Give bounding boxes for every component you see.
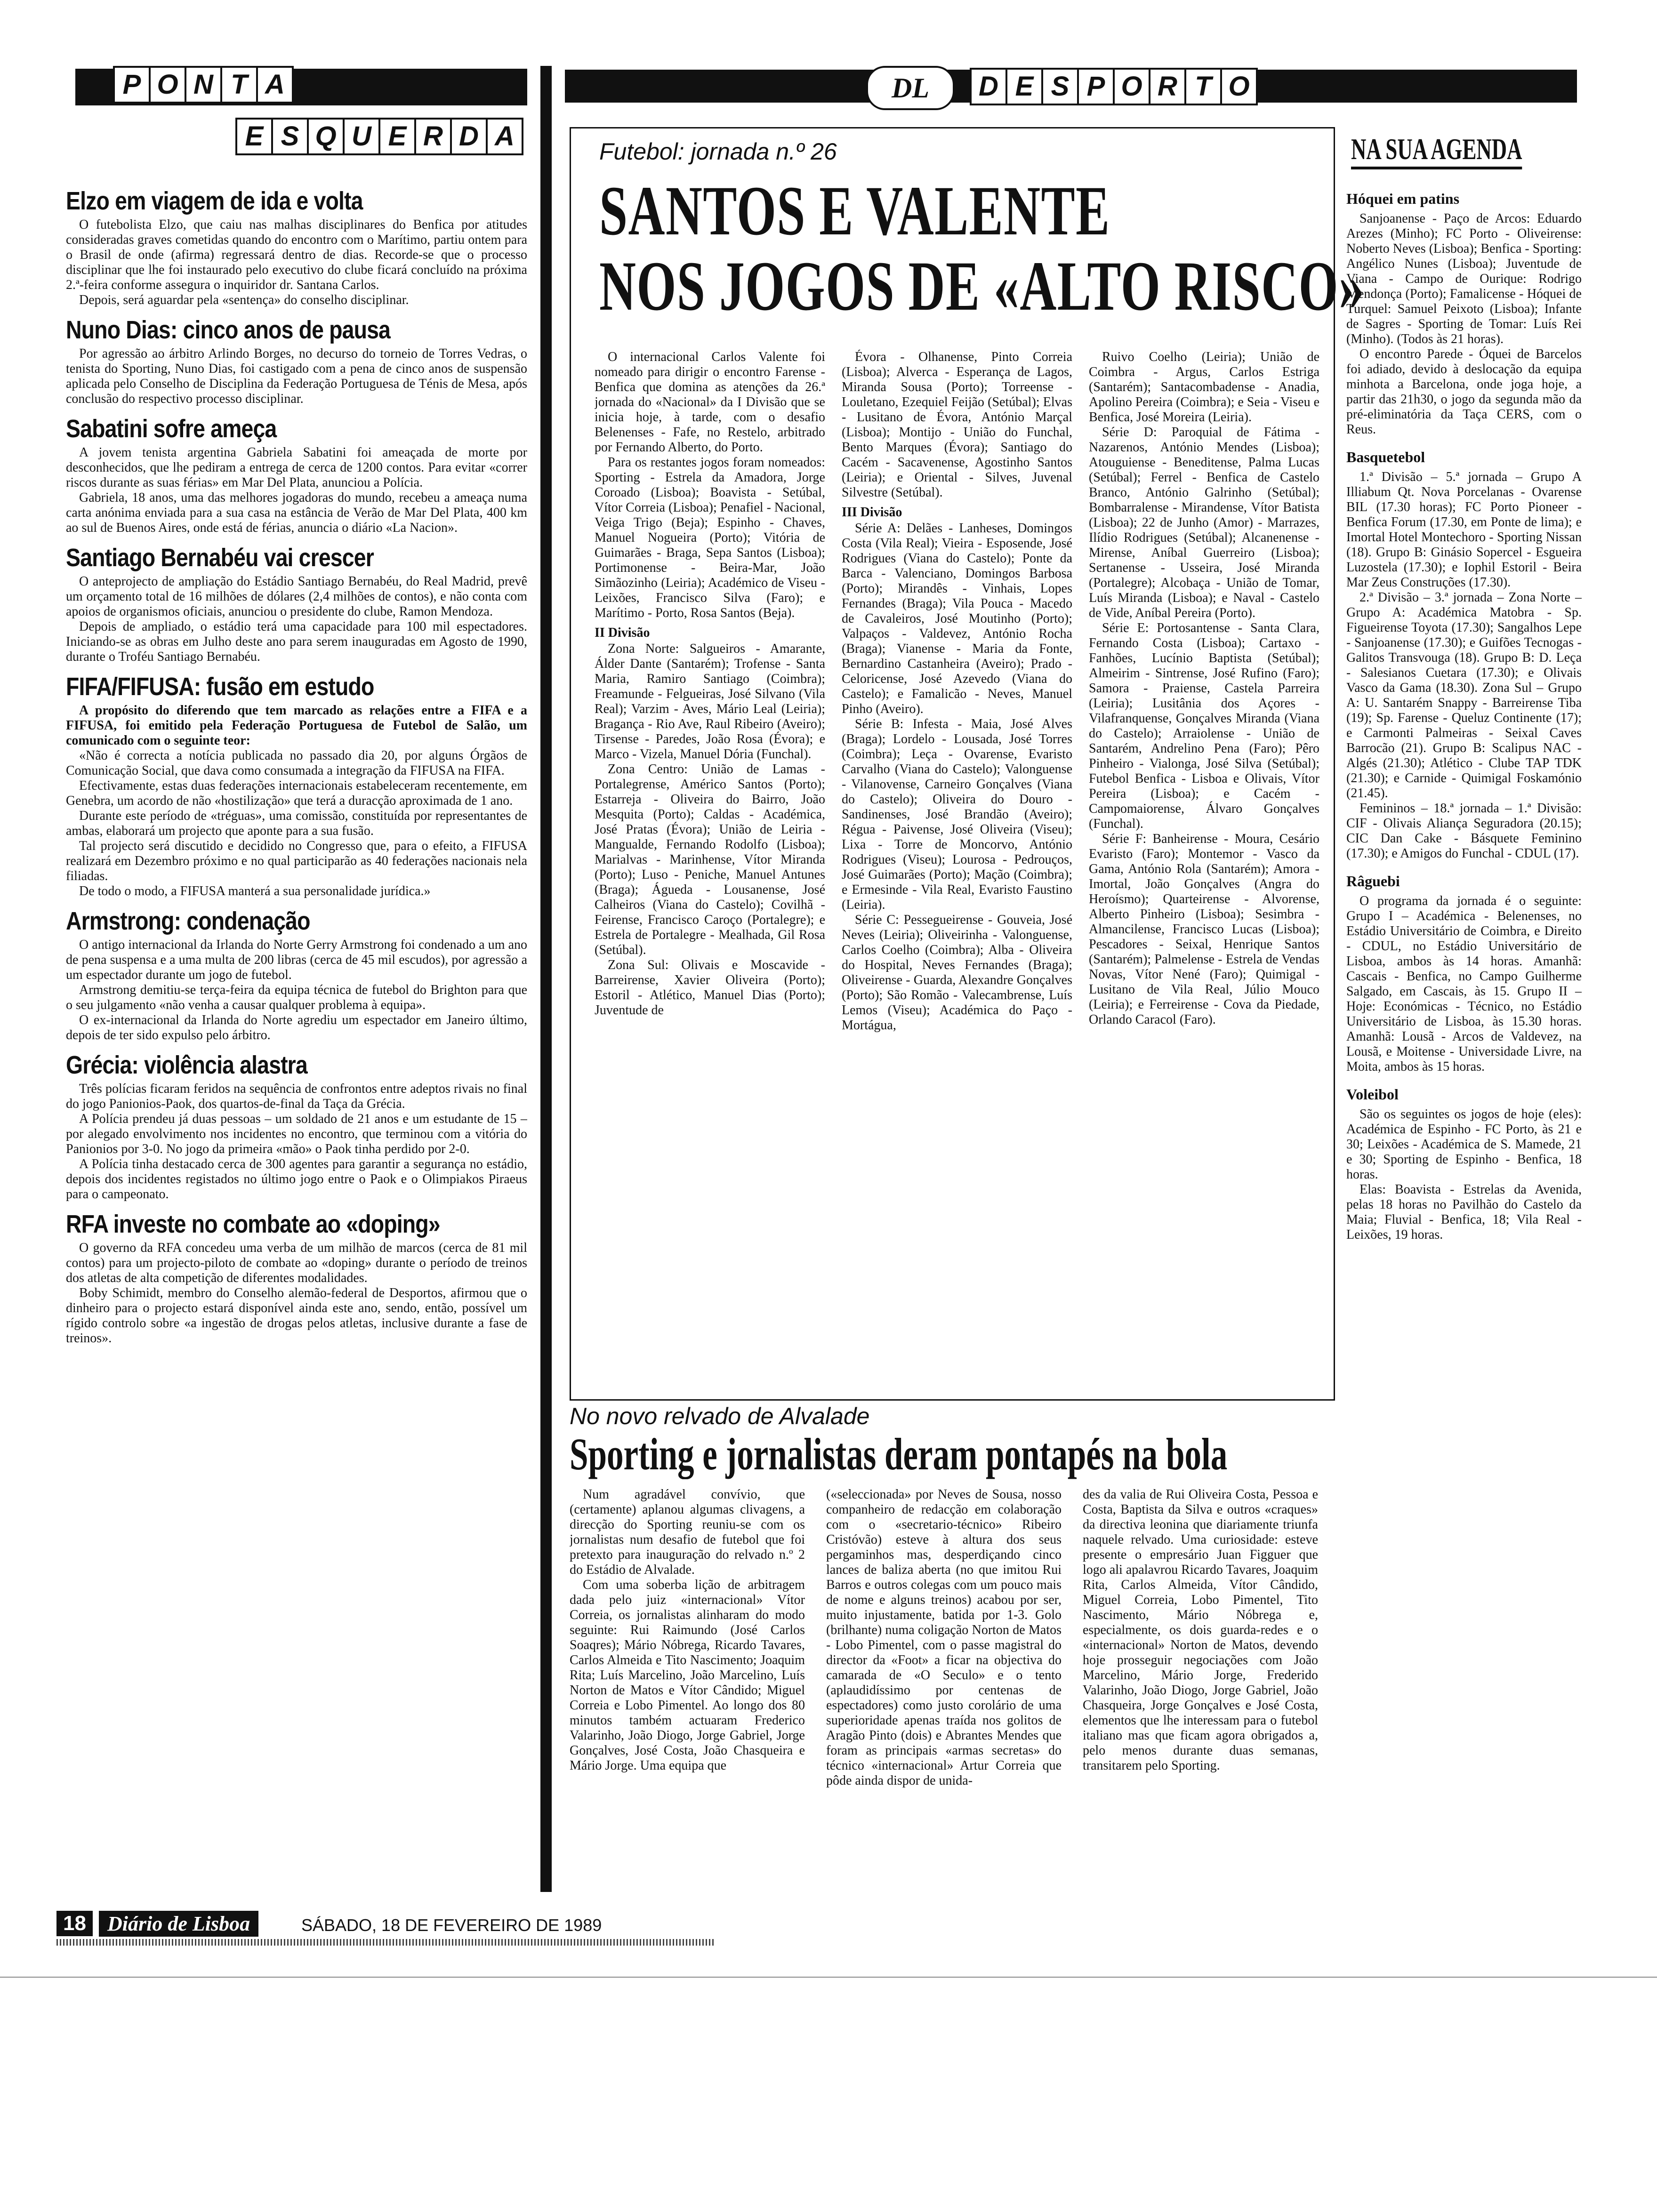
agenda-paragraph: Elas: Boavista - Estrelas da Avenida, pelas 18 horas no Pavilhão do Castelo da Maia; Fluvial - Benfica, 18; Vila Real - Leixões, 19 horas. xyxy=(1346,1182,1582,1242)
ponta-esquerda-header xyxy=(75,61,527,169)
article-headline: Santiago Bernabéu vai crescer xyxy=(66,544,374,572)
left-article xyxy=(66,1210,527,1346)
agenda-section-body xyxy=(1346,211,1582,437)
article-body xyxy=(66,938,527,1043)
agenda-paragraph: 1.ª Divisão – 5.ª jornada – Grupo A Illiabum Qt. Nova Porcelanas - Ovarense BIL (17.30 horas); FC Porto Pioneer - Benfica Forum (17.30, em Ponte de lima); e Imortal Hotel Montechoro - Sporting Nissan (18). Grupo B: Ginásio Sopercel - Esgueira Luzostela (17.30); e Iophil Estoril - Beira Mar Zeus Construções (17.30). xyxy=(1346,470,1582,590)
header-letter: E xyxy=(235,118,273,155)
ponta-word xyxy=(113,66,292,104)
agenda-section-heading: Basquetebol xyxy=(1346,449,1425,465)
sporting-paragraph: Num agradável convívio, que (certamente) aplanou algumas clivagens, a direcção do Sporting reuniu-se com os jornalistas num desafio de futebol que foi pretexto para inauguração do relvado n.º 2 do Estádio de Alvalade. xyxy=(570,1487,805,1577)
dl-logo: DL xyxy=(866,66,955,110)
header-letter: D xyxy=(970,68,1007,105)
header-letter: O xyxy=(1220,68,1258,105)
main-paragraph: O internacional Carlos Valente foi nomeado para dirigir o encontro Farense - Benfica que domina as atenções da 26.ª jornada do «Nacional» da I Divisão que se inicia hoje, à tarde, com o desafio Belenenses - Fafe, no Restelo, arbitrado por Fernando Alberto, do Porto. xyxy=(595,350,825,455)
footer-date: SÁBADO, 18 DE FEVEREIRO DE 1989 xyxy=(301,1915,602,1935)
main-kicker: Futebol: jornada n.º 26 xyxy=(599,138,837,165)
main-column-3 xyxy=(1089,350,1319,1395)
page-footer xyxy=(56,1911,716,1948)
header-letter: R xyxy=(1149,68,1186,105)
article-headline: FIFA/FIFUSA: fusão em estudo xyxy=(66,673,374,701)
agenda-paragraph: Sanjoanense - Paço de Arcos: Eduardo Arezes (Minho); FC Porto - Oliveirense: Noberto Neves (Lisboa); Benfica - Sporting: Angélico Nunes (Lisboa); Juventude de Viana - Campo de Ourique: Rodrigo Mendonça (Porto); Famalicense - Hóquei de Turquel: Samuel Peixoto (Lisboa); Infante de Sagres - Sporting de Tomar: Luís Rei (Minho). (Todos às 21 horas). xyxy=(1346,211,1582,346)
main-column-1 xyxy=(595,350,825,1395)
article-paragraph: O futebolista Elzo, que caiu nas malhas disciplinares do Benfica por atitudes consideradas graves cometidas quando do encontro com o Marítimo, partiu ontem para o Brasil de onde (afirma) regressará dentro de dias. Recorde-se que o processo disciplinar que lhe foi instaurado pelo executivo do clube ficará concluído na próxima 2.ª-feira conforme assegura o inquiridor dr. Santana Carlos. xyxy=(66,217,527,292)
main-column-2 xyxy=(842,350,1072,1395)
header-letter: N xyxy=(185,66,222,104)
main-column-body xyxy=(842,350,1072,1033)
esquerda-word xyxy=(235,118,522,155)
header-letter: A xyxy=(256,66,294,104)
sporting-column-3 xyxy=(1083,1487,1318,1892)
main-paragraph: Série A: Delães - Lanheses, Domingos Costa (Vila Real); Vieira - Esposende, José Rodrigues (Viana do Castelo); Ponte da Barca - Valenciano, Domingos Barbosa (Porto); Mirandês - Vinhais, Lopes Fernandes (Braga); Vila Pouca - Macedo de Cavaleiros, José Moutinho (Porto); Valpaços - Valdevez, António Rocha (Braga); Vianense - Maria da Fonte, Bernardino Castanheira (Aveiro); Prado - Celoricense, José Azevedo (Viana do Castelo); e Famalicão - Neves, Manuel Pinho (Aveiro). xyxy=(842,521,1072,716)
agenda-section-body xyxy=(1346,894,1582,1074)
article-paragraph: A jovem tenista argentina Gabriela Sabatini foi ameaçada de morte por desconhecidos, que lhe pediram a entrega de cerca de 1200 contos. Para evitar «correr riscos durante as suas férias» em Mar Del Plata, anunciou a Polícia. xyxy=(66,445,527,490)
main-story-box xyxy=(570,127,1365,1401)
footer-barcode-strip xyxy=(56,1939,716,1946)
column-divider xyxy=(540,66,552,1892)
header-letter: O xyxy=(1113,68,1150,105)
header-letter: S xyxy=(271,118,309,155)
sporting-story xyxy=(570,1403,1332,1892)
sporting-column-2 xyxy=(826,1487,1062,1892)
sporting-headline: Sporting e jornalistas deram pontapés na bola xyxy=(570,1429,1228,1479)
main-paragraph: Zona Norte: Salgueiros - Amarante, Álder Dante (Santarém); Trofense - Santa Maria, Ramiro Santiago (Coimbra); Freamunde - Felgueiras, José Silvano (Vila Real); Varzim - Aves, Mário Leal (Leiria); Bragança - Rio Ave, Raul Ribeiro (Aveiro); Tirsense - Paredes, João Rosa (Évora); e Marco - Vizela, Manuel Dória (Funchal). xyxy=(595,641,825,761)
sporting-column-1 xyxy=(570,1487,805,1892)
left-article xyxy=(66,187,527,308)
article-paragraph: O governo da RFA concedeu uma verba de um milhão de marcos (cerca de 81 mil contos) para um projecto-piloto de combate ao «doping» durante o período de treinos dos atletas de alta competição de diferentes modalidades. xyxy=(66,1241,527,1285)
article-body xyxy=(66,1082,527,1202)
agenda-section-heading: Hóquei em patins xyxy=(1346,190,1460,207)
main-paragraph: Série C: Pessegueirense - Gouveia, José Neves (Leiria); Oliveirinha - Valonguense, Carlos Coelho (Coimbra); Alba - Oliveira do Hospital, Neves Fernandes (Braga); Oliveirense - Guarda, Alexandre Gonçalves (Porto); São Romão - Valecambrense, Luís Lemos (Viseu); Académica do Paço - Mortágua, xyxy=(842,913,1072,1033)
article-headline: Sabatini sofre ameça xyxy=(66,415,277,443)
article-paragraph: Boby Schimidt, membro do Conselho alemão-federal de Desportos, afirmou que o dinheiro para o projecto estará disponível ainda este ano, sendo, então, possível um rígido controlo sobre «a ingestão de drogas pelos atletas, inclusive durante a fase de treinos». xyxy=(66,1286,527,1346)
article-paragraph: O antigo internacional da Irlanda do Norte Gerry Armstrong foi condenado a um ano de pena suspensa e a uma multa de 200 libras (cerca de 45 mil escudos), por agressão a um espectador durante um jogo de futebol. xyxy=(66,938,527,982)
sporting-paragraph: («seleccionada» por Neves de Sousa, nosso companheiro de redacção em colaboração com o «secretario-técnico» Ribeiro Cristóvão) esteve à altura dos seus pergaminhos mas, desperdiçando cinco lances de baliza aberta (no que imitou Rui Barros e outros colegas com um pouco mais de nome e alguns treinos) acabou por ser, muito injustamente, batida por 1-3. Golo (brilhante) numa coligação Norton de Matos - Lobo Pimentel, com o passe magistral do director da «Foot» a ficar na objectiva do camarada de «O Seculo» e o tento (aplaudidíssimo por centenas de espectadores) como justo corolário de uma superioridade apenas traída nos golitos de Aragão Pinto (dois) e Abrantes Mendes que foram as principais «armas secretas» do técnico «internacional» Artur Correia que pôde ainda dispor de unida- xyxy=(826,1487,1062,1788)
main-paragraph: Ruivo Coelho (Leiria); União de Coimbra - Argus, Carlos Estriga (Santarém); Santacombadense - Anadia, Apolino Pereira (Coimbra); e Seia - Viseu e Benfica, José Moreira (Leiria). xyxy=(1089,350,1319,425)
division-heading: II Divisão xyxy=(595,625,650,640)
left-article xyxy=(66,907,527,1043)
header-letter: P xyxy=(1077,68,1115,105)
agenda-body xyxy=(1346,179,1582,1897)
left-article xyxy=(66,1051,527,1202)
left-article xyxy=(66,415,527,536)
main-paragraph: Zona Sul: Olivais e Moscavide - Barreirense, Xavier Oliveira (Porto); Estoril - Atlético, Manuel Dias (Porto); Juventude de xyxy=(595,958,825,1018)
agenda-section-heading: Râguebi xyxy=(1346,873,1400,890)
agenda-title: NA SUA AGENDA xyxy=(1351,132,1522,169)
header-letter: U xyxy=(343,118,380,155)
header-letter: P xyxy=(113,66,151,104)
article-lead: A propósito do diferendo que tem marcado as relações entre a FIFA e a FIFUSA, foi emitido pela Federação Portuguesa de Futebol de Salão, um comunicado com o seguinte teor: xyxy=(66,703,527,748)
sporting-paragraph: Com uma soberba lição de arbitragem dada pelo juiz «internacional» Vítor Correia, os jornalistas alinharam do modo seguinte: Rui Raimundo (José Carlos Soaqres); Mário Nóbrega, Ricardo Tavares, Carlos Almeida e Tito Nascimento; Joaquim Rita; Luís Marcelino, João Marcelino, Luís Norton de Matos e Vítor Cândido; Miguel Correia e Lobo Pimentel. Ao longo dos 80 minutos também actuaram Frederico Valarinho, João Diogo, Jorge Gabriel, Jorge Gonçalves, José Costa, João Chasqueira e Mário Jorge. Uma equipa que xyxy=(570,1578,805,1773)
article-headline: Armstrong: condenação xyxy=(66,907,310,935)
article-paragraph: «Não é correcta a notícia publicada no passado dia 20, por alguns Órgãos de Comunicação Social, que dava como consumada a integração da FIFUSA na FIFA. xyxy=(66,748,527,778)
article-paragraph: De todo o modo, a FIFUSA manterá a sua personalidade jurídica.» xyxy=(79,884,431,898)
article-paragraph: Depois de ampliado, o estádio terá uma capacidade para 100 mil espectadores. Iniciando-se as obras em Julho deste ano para serem inauguradas em Agosto de 1990, durante o Troféu Santiago Bernabéu. xyxy=(66,619,527,664)
agenda-paragraph: 2.ª Divisão – 3.ª jornada – Zona Norte – Grupo A: Académica Matobra - Sp. Figueirense Toyota (17.30); Sangalhos Lepe - Sanjoanense (17.30); e Guifões Tecnogas - Galitos Transvouga (18). Grupo B: D. Leça - Salesianos Cuetara (17.30); e Olivais Vasco da Gama (18.30). Zona Sul – Grupo A: U. Santarém Snappy - Barreirense Tiba (19); Sp. Farense - Queluz Continente (17); e Carmonti Palmeiras - Seixal Caves Barrocão (21). Grupo B: Scalipus NAC - Algés (21.30); Atlético - Clube TAP TDK (21.30); e Carnide - Quimigal Foskamónio (21.45). xyxy=(1346,590,1582,801)
article-headline: Grécia: violência alastra xyxy=(66,1051,307,1079)
main-paragraph: Évora - Olhanense, Pinto Correia (Lisboa); Alverca - Esperança de Lagos, Miranda Sousa (Porto); Torreense - Louletano, Ezequiel Feijão (Setúbal); Elvas - Lusitano de Évora, António Marçal (Lisboa); Montijo - União do Funchal, Bento Marques (Évora); Santiago do Cacém - Sacavenense, Agostinho Santos (Leiria); e Oriental - Silves, Juvenal Silvestre (Setúbal). xyxy=(842,350,1072,500)
article-paragraph: Efectivamente, estas duas federações internacionais estabeleceram recentemente, em Genebra, um acordo de não «hostilização» que terá a duracção aproximada de 1 ano. xyxy=(66,778,527,808)
sporting-column-body xyxy=(570,1487,805,1773)
sporting-kicker: No novo relvado de Alvalade xyxy=(570,1403,870,1429)
header-letter: T xyxy=(1184,68,1222,105)
header-letter: Q xyxy=(307,118,345,155)
article-body xyxy=(66,217,527,308)
article-headline: Nuno Dias: cinco anos de pausa xyxy=(66,316,391,344)
article-paragraph: Tal projecto será discutido e decidido no Congresso que, para o efeito, a FIFUSA realizará em Dezembro próximo e no qual participarão as 40 federações nacionais nela filiadas. xyxy=(66,839,527,883)
header-letter: S xyxy=(1041,68,1079,105)
bottom-edge-line xyxy=(0,1977,1657,1978)
article-paragraph: Armstrong demitiu-se terça-feira da equipa técnica de futebol do Brighton para que o seu julgamento «não venha a causar qualquer problema à equipa». xyxy=(66,983,527,1012)
agenda-section-body xyxy=(1346,1107,1582,1242)
main-column-body xyxy=(1089,350,1319,1027)
agenda-section-heading: Voleibol xyxy=(1346,1086,1399,1103)
article-paragraph: Depois, será aguardar pela «sentença» do conselho disciplinar. xyxy=(79,293,409,307)
desporto-word xyxy=(970,68,1256,105)
agenda-paragraph: São os seguintes os jogos de hoje (eles): Académica de Espinho - FC Porto, às 21 e 30; Leixões - Académica de S. Mamede, 21 e 30; Sporting de Espinho - Benfica, 18 horas. xyxy=(1346,1107,1582,1182)
header-letter: O xyxy=(149,66,186,104)
agenda-paragraph: O programa da jornada é o seguinte: Grupo I – Académica - Belenenses, no Estádio Universitário de Coimbra, e Direito - CDUL, no Estádio Universitário de Lisboa, ambos às 14 horas. Amanhã: Cascais - Benfica, no Campo Guilherme Salgado, em Cascais, às 15. Grupo II – Hoje: Económicas - Técnico, no Estádio Universitário de Lisboa, às 15.30 horas. Amanhã: Lousã - Arcos de Valdevez, na Lousã, e Moitense - Universidade Livre, na Moita, ambos às 15 horas. xyxy=(1346,894,1582,1074)
header-letter: A xyxy=(486,118,523,155)
division-heading: III Divisão xyxy=(842,505,902,520)
article-paragraph: O ex-internacional da Irlanda do Norte agrediu um espectador em Janeiro último, depois de ter sido expulso pelo árbitro. xyxy=(66,1013,527,1042)
main-paragraph: Zona Centro: União de Lamas - Portalegrense, Américo Santos (Porto); Estarreja - Oliveira do Bairro, João Mesquita (Porto); Caldas - Académica, José Pratas (Évora); União de Leiria - Mangualde, Fernando Rodolfo (Lisboa); Marialvas - Marinhense, Vítor Miranda (Porto); Luso - Peniche, Manuel Antunes (Braga); Águeda - Lousanense, José Calheiros (Viana do Castelo); Covilhã - Feirense, Francisco Caroço (Portalegre); e Estrela de Portalegre - Mealhada, Gil Rosa (Setúbal). xyxy=(595,762,825,957)
article-paragraph: Gabriela, 18 anos, uma das melhores jogadoras do mundo, recebeu a ameaça numa carta anónima enviada para a sua casa na estância de Verão de Mar Del Plata, 400 km ao sul de Buenos Aires, onde está de férias, anuncia o diário «La Nacion». xyxy=(66,490,527,535)
main-paragraph: Série B: Infesta - Maia, José Alves (Braga); Lordelo - Lousada, José Torres (Coimbra); Leça - Ovarense, Evaristo Carvalho (Viana do Castelo); Valonguense - Vilanovense, Carneiro Gonçalves (Viana do Castelo); Oliveira do Douro - Sandinenses, José Brandão (Aveiro); Régua - Paivense, José Oliveira (Viseu); Lixa - Torre de Moncorvo, António Rodrigues (Viseu); Lourosa - Pedrouços, José Guimarães (Porto); Mação (Coimbra); e Ermesinde - Vila Real, Evaristo Faustino (Leiria). xyxy=(842,717,1072,912)
page-number: 18 xyxy=(56,1911,93,1936)
article-paragraph: Durante este período de «tréguas», uma comissão, constituída por representantes de ambas, elaborará um projecto que aponte para a sua fusão. xyxy=(66,809,527,838)
desporto-header xyxy=(565,66,1577,108)
left-column xyxy=(66,179,527,1883)
header-letter: T xyxy=(220,66,258,104)
main-title-line1: SANTOS E VALENTE xyxy=(599,172,1110,250)
agenda-column xyxy=(1346,127,1582,1906)
article-paragraph: O anteprojecto de ampliação do Estádio Santiago Bernabéu, do Real Madrid, prevê um orçamento total de 16 milhões de dólares (2,4 milhões de contos), e não conta com apoios de organismos oficiais, anunciou o presidente do clube, Ramon Mendoza. xyxy=(66,574,527,619)
sporting-column-body xyxy=(1083,1487,1318,1773)
main-title-line2: NOS JOGOS DE «ALTO RISCO» xyxy=(599,247,1365,325)
main-paragraph: Série F: Banheirense - Moura, Cesário Evaristo (Faro); Montemor - Vasco da Gama, António Rola (Santarém); Amora - Imortal, João Gonçalves (Angra do Heroísmo); Quarteirense - Alvorense, Alberto Pinheiro (Lisboa); Sesimbra - Almancilense, Francisco Lucas (Lisboa); Pescadores - Seixal, Henrique Santos (Santarém); Palmelense - Estrela de Vendas Novas, Vítor Nené (Faro); Quimigal - Lusitano de Vila Real, Júlio Mouco (Leiria); e Ferreirense - Cova da Piedade, Orlando Caracol (Faro). xyxy=(1089,832,1319,1027)
masthead: Diário de Lisboa xyxy=(99,1911,258,1937)
main-paragraph: Para os restantes jogos foram nomeados: Sporting - Estrela da Amadora, Jorge Coroado (Lisboa); Boavista - Setúbal, Vítor Correia (Lisboa); Penafiel - Nacional, Veiga Trigo (Beja); Espinho - Chaves, Manuel Nogueira (Porto); Vitória de Guimarães - Braga, Sepa Santos (Lisboa); Portimonense - Beira-Mar, João Simãozinho (Leiria); Académico de Viseu - Leixões, Francisco Silva (Faro); e Marítimo - Porto, Rosa Santos (Beja). xyxy=(595,455,825,620)
agenda-section-body xyxy=(1346,470,1582,861)
header-letter: E xyxy=(1005,68,1043,105)
left-article xyxy=(66,673,527,899)
article-body xyxy=(66,574,527,665)
article-body xyxy=(66,1241,527,1346)
left-article xyxy=(66,544,527,665)
article-body xyxy=(66,346,527,407)
sporting-paragraph: des da valia de Rui Oliveira Costa, Pessoa e Costa, Baptista da Silva e outros «craques» da directiva leonina que diariamente triunfa naquele relvado. Uma curiosidade: esteve presente o empresário Juan Figguer que logo ali apalavrou Ricardo Tavares, Joaquim Rita, Carlos Almeida, Vítor Cândido, Miguel Correia, Lobo Pimentel, Tito Nascimento, Mário Nóbrega e, especialmente, os dois guarda-redes e o «internacional» Norton de Matos, devendo hoje prosseguir negociações com João Marcelino, Mário Jorge, Frederido Valarinho, João Diogo, Jorge Gabriel, João Chasqueira, Jorge Gonçalves e José Costa, elementos que lhe interessam para o futebol italiano mas que ficam agora obrigados a, pelo menos durante duas semanas, transitarem pelo Sporting. xyxy=(1083,1487,1318,1773)
header-letter: R xyxy=(414,118,452,155)
article-headline: RFA investe no combate ao «doping» xyxy=(66,1210,440,1238)
header-letter: D xyxy=(450,118,488,155)
article-paragraph: A Polícia tinha destacado cerca de 300 agentes para garantir a segurança no estádio, depois dos incidentes registados no último jogo entre o Paok e o Olimpiakos Piraeus para o campeonato. xyxy=(66,1157,527,1202)
article-paragraph: Por agressão ao árbitro Arlindo Borges, no decurso do torneio de Torres Vedras, o tenista do Sporting, Nuno Dias, foi castigado com a pena de cinco anos de suspensão aplicada pelo Conselho de Disciplina da Federação Portuguesa de Ténis de Mesa, após conclusão do respectivo processo disciplinar. xyxy=(66,346,527,406)
main-paragraph: Série E: Portosantense - Santa Clara, Fernando Costa (Lisboa); Cartaxo - Fanhões, Lucínio Baptista (Setúbal); Almeirim - Sintrense, José Rufino (Faro); Samora - Praiense, Castela Parreira (Leiria); Lusitânia dos Açores - Vilafranquense, Gonçalves Miranda (Viana do Castelo); Arraiolense - União de Santarém, Andrelino Pena (Faro); Pêro Pinheiro - Vialonga, José Silva (Setúbal); Futebol Benfica - Lisboa e Olivais, Vítor Pereira (Lisboa); e Cacém - Campomaiorense, Álvaro Gonçalves (Funchal). xyxy=(1089,621,1319,831)
article-body xyxy=(66,445,527,536)
article-body xyxy=(66,703,527,899)
main-column-body xyxy=(595,350,825,1018)
sporting-column-body xyxy=(826,1487,1062,1788)
left-article xyxy=(66,316,527,407)
agenda-paragraph: Femininos – 18.ª jornada – 1.ª Divisão: CIF - Olivais Aliança Seguradora (20.15); CIC Dan Cake - Básquete Feminino (17.30); e Amigos do Funchal - CDUL (17). xyxy=(1346,801,1582,861)
main-paragraph: Série D: Paroquial de Fátima - Nazarenos, António Mendes (Lisboa); Atouguiense - Beneditense, Palma Lucas (Setúbal); Ferrel - Benfica de Castelo Branco, António Galrinho (Setúbal); Bombarralense - Mirandense, Vítor Batista (Lisboa); 22 de Junho (Amor) - Marrazes, Ilídio Rodrigues (Setúbal); Alcanenense - Mirense, Aníbal Guerreiro (Lisboa); Sertanense - Usseira, José Miranda (Portalegre); Alcobaça - União de Tomar, Luís Miranda (Lisboa); e Naval - Castelo de Vide, Aníbal Pereira (Porto). xyxy=(1089,425,1319,620)
article-paragraph: Três polícias ficaram feridos na sequência de confrontos entre adeptos rivais no final do jogo Panionios-Paok, dos quartos-de-final da Taça da Grécia. xyxy=(66,1082,527,1111)
article-paragraph: A Polícia prendeu já duas pessoas – um soldado de 21 anos e um estudante de 15 – por alegado envolvimento nos incidentes no encontro, que terminou com a vitória do Panionios por 3-0. No jogo da primeira «mão» o Paok tinha perdido por 2-0. xyxy=(66,1112,527,1156)
article-headline: Elzo em viagem de ida e volta xyxy=(66,187,363,215)
header-letter: E xyxy=(378,118,416,155)
agenda-paragraph: O encontro Parede - Óquei de Barcelos foi adiado, devido à deslocação da equipa minhota a Barcelona, onde joga hoje, a partir das 21h30, o jogo da segunda mão da pré-eliminatória da Taça CERS, com o Reus. xyxy=(1346,347,1582,437)
